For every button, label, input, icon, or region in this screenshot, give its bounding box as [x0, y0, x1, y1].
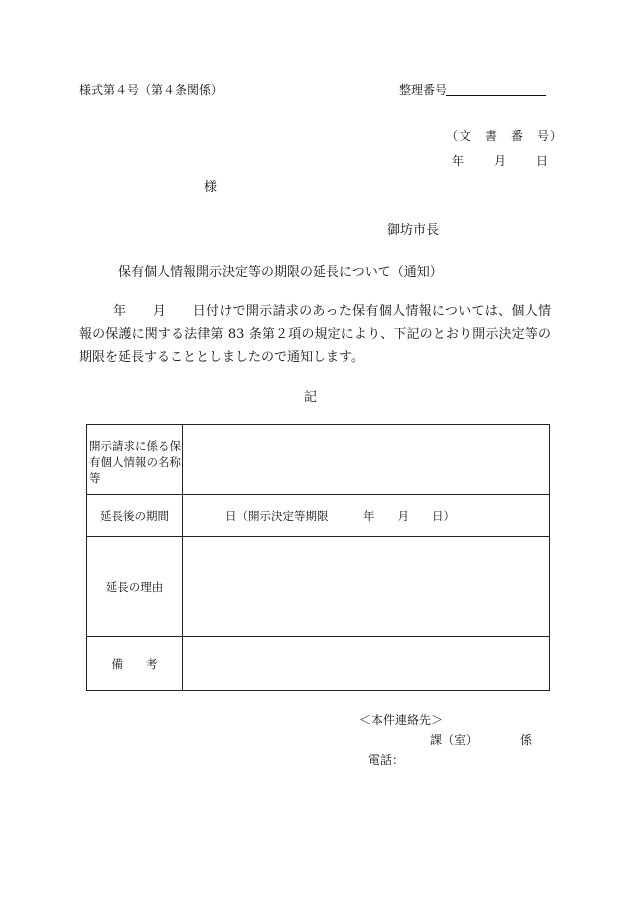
contact-heading: ＜本件連絡先＞ — [359, 713, 444, 727]
remarks-cell[interactable] — [183, 637, 550, 691]
info-table — [86, 424, 550, 691]
extended-period-label: 延長後の期間 — [87, 495, 183, 537]
ki-heading: 記 — [304, 390, 318, 405]
reference-number-label: 整理番号 — [399, 83, 448, 97]
document-title: 保有個人情報開示決定等の期限の延長について（通知） — [118, 265, 443, 280]
date-year: 年 — [452, 154, 465, 168]
date-month: 月 — [494, 154, 507, 168]
document-number: （文 書 番 号） — [446, 129, 564, 143]
sender: 御坊市長 — [387, 223, 440, 238]
form-number: 様式第４号（第４条関係） — [79, 83, 224, 97]
table-row — [87, 637, 550, 691]
extended-period-cell[interactable]: 日（開示決定等期限 年 月 日） — [183, 495, 550, 537]
table-row — [87, 425, 550, 495]
contact-department: 課（室） 係 — [430, 733, 533, 747]
contact-phone: 電話： — [368, 753, 405, 767]
extension-reason-cell[interactable] — [183, 537, 550, 637]
addressee: 様 — [204, 180, 218, 195]
date-day: 日 — [536, 154, 549, 168]
table-row — [87, 495, 550, 537]
body-paragraph: 年 月 日付けで開示請求のあった保有個人情報については、個人情報の保護に関する法律第 83 条第２項の規定により、下記のとおり開示決定等の期限を延長することとしましたので通知します。 — [79, 304, 551, 365]
extension-reason-label: 延長の理由 — [87, 537, 183, 637]
personal-info-name-label: 開示請求に係る保有個人情報の名称等 — [87, 425, 183, 495]
personal-info-name-cell[interactable] — [183, 425, 550, 495]
reference-number-field[interactable] — [446, 95, 546, 96]
remarks-label: 備 考 — [87, 637, 183, 691]
table-row — [87, 537, 550, 637]
document-date — [452, 152, 548, 169]
